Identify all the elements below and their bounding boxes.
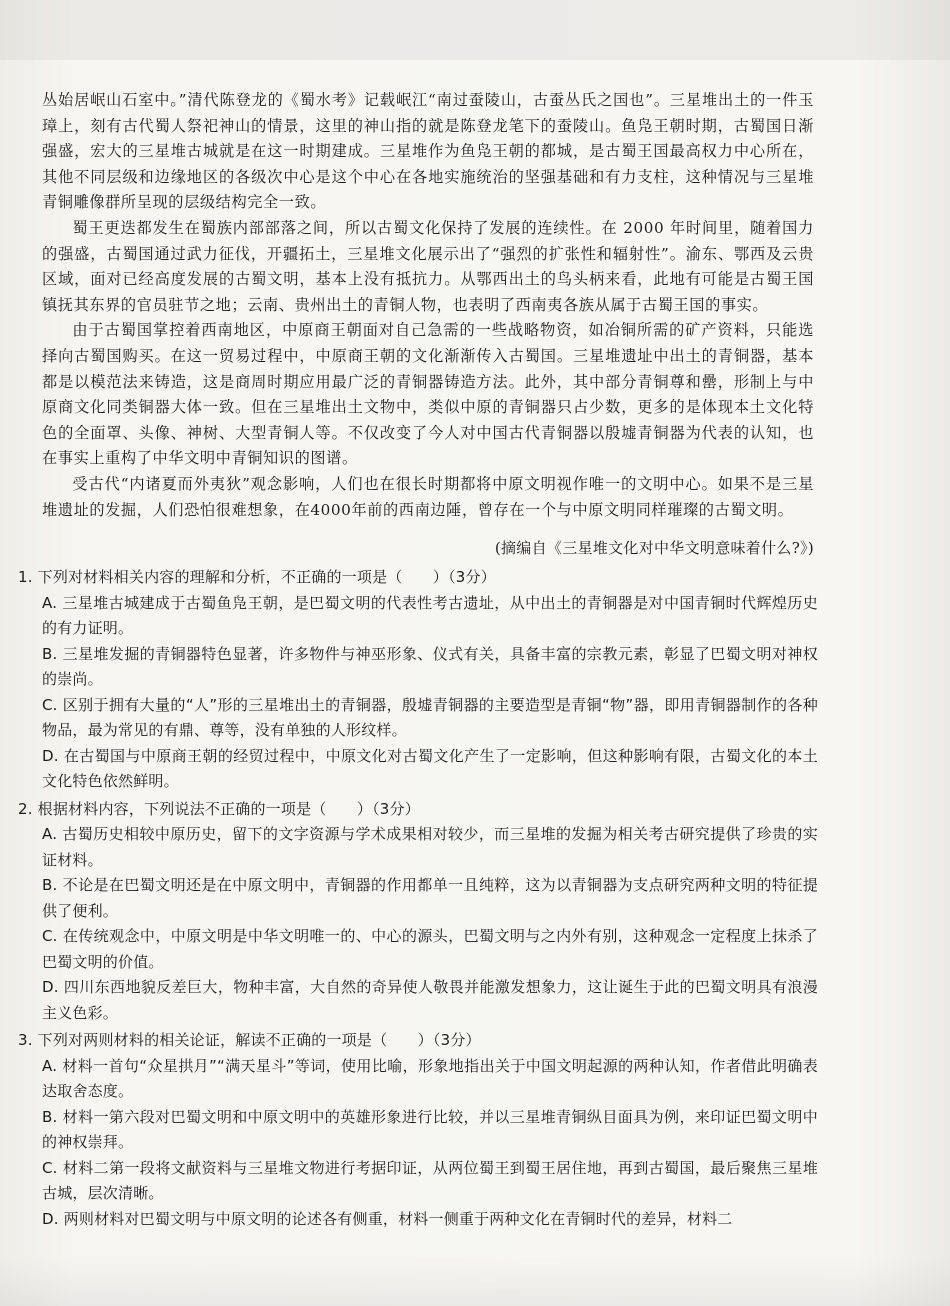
reading-passage — [42, 88, 814, 561]
passage-paragraph: 蜀王更迭都发生在蜀族内部部落之间，所以古蜀文化保持了发展的连续性。在 2000 年时间里，随着国力的强盛，古蜀国通过武力征伐，开疆拓土，三星堆文化展示出了“强烈的扩张性和辐射性”。渝东、鄂西及云贵区域，面对已经高度发展的古蜀文明，基本上没有抵抗力。从鄂西出土的鸟头柄来看，此地有可能是古蜀王国镇抚其东界的官员驻节之地；云南、贵州出土的青铜人物，也表明了西南夷各族从属于古蜀王国的事实。 — [42, 218, 814, 314]
scan-shadow-bottom — [0, 1256, 950, 1306]
scan-shadow-top — [0, 0, 950, 60]
page-content — [18, 88, 818, 1232]
option-b: B. 不论是在巴蜀文明还是在中原文明中，青铜器的作用都单一且纯粹，这为以青铜器为支点研究两种文明的特征提供了便利。 — [42, 876, 818, 920]
question-stem: 1. 下列对材料相关内容的理解和分析，不正确的一项是（ ）（3分） — [18, 568, 496, 587]
option-a: A. 古蜀历史相较中原历史，留下的文字资源与学术成果相对较少，而三星堆的发掘为相关考古研究提供了珍贵的实证材料。 — [42, 825, 818, 869]
passage-source: (摘编自《三星堆文化对中华文明意味着什么?》) — [494, 539, 814, 558]
option-d: D. 两则材料对巴蜀文明与中原文明的论述各有侧重，材料一侧重于两种文化在青铜时代的差异，材料二 — [42, 1209, 733, 1228]
option-c: C. 在传统观念中，中原文明是中华文明唯一的、中心的源头，巴蜀文明与之内外有别，这种观念一定程度上抹杀了巴蜀文明的价值。 — [42, 927, 818, 971]
option-d: D. 四川东西地貌反差巨大，物种丰富，大自然的奇异使人敬畏并能激发想象力，这让诞生于此的巴蜀文明具有浪漫主义色彩。 — [42, 978, 818, 1022]
option-d: D. 在古蜀国与中原商王朝的经贸过程中，中原文化对古蜀文化产生了一定影响，但这种影响有限，古蜀文化的本土文化特色依然鲜明。 — [42, 746, 818, 791]
question-list — [18, 565, 818, 1232]
option-c: C. 区别于拥有大量的“人”形的三星堆出土的青铜器，殷墟青铜器的主要造型是青铜“物”器，即用青铜器制作的各种物品，最为常见的有鼎、尊等，没有单独的人形纹样。 — [42, 695, 818, 740]
option-a: A. 材料一首句“众星拱月”“满天星斗”等词，使用比喻，形象地指出关于中国文明起源的两种认知，作者借此明确表达取舍态度。 — [42, 1056, 818, 1101]
passage-paragraph: 由于古蜀国掌控着西南地区，中原商王朝面对自己急需的一些战略物资，如冶铜所需的矿产资料，只能选择向古蜀国购买。在这一贸易过程中，中原商王朝的文化渐渐传入古蜀国。三星堆遗址中出土的青铜器，基本都是以模范法来铸造，这是商周时期应用最广泛的青铜器铸造方法。此外，其中部分青铜尊和罍，形制上与中原商文化同类铜器大体一致。但在三星堆出土文物中，类似中原的青铜器只占少数，更多的是体现本土文化特色的全面罩、头像、神树、大型青铜人等。不仅改变了今人对中国古代青铜器以殷墟青铜器为代表的认知，也在事实上重构了中华文明中青铜知识的图谱。 — [42, 321, 814, 468]
question-3 — [18, 1028, 818, 1232]
question-stem: 2. 根据材料内容，下列说法不正确的一项是（ ）（3分） — [18, 799, 420, 818]
passage-paragraph: 受古代“内诸夏而外夷狄”观念影响，人们也在很长时期都将中原文明视作唯一的文明中心。如果不是三星堆遗址的发掘，人们恐怕很难想象，在4000年前的西南边陲，曾存在一个与中原文明同样璀璨的古蜀文明。 — [42, 474, 814, 519]
option-b: B. 材料一第六段对巴蜀文明和中原文明中的英雄形象进行比较，并以三星堆青铜纵目面具为例，来印证巴蜀文明中的神权崇拜。 — [42, 1107, 818, 1152]
option-a: A. 三星堆古城建成于古蜀鱼凫王朝，是巴蜀文明的代表性考古遗址，从中出土的青铜器是对中国青铜时代辉煌历史的有力证明。 — [42, 593, 818, 638]
question-2 — [18, 797, 818, 1027]
option-c: C. 材料二第一段将文献资料与三星堆文物进行考据印证，从两位蜀王到蜀王居住地，再到古蜀国，最后聚焦三星堆古城，层次清晰。 — [42, 1158, 818, 1203]
question-stem: 3. 下列对两则材料的相关论证，解读不正确的一项是（ ）（3分） — [18, 1031, 481, 1050]
option-b: B. 三星堆发掘的青铜器特色显著，许多物件与神巫形象、仪式有关，具备丰富的宗教元素，彰显了巴蜀文明对神权的崇尚。 — [42, 644, 818, 689]
passage-paragraph: 丛始居岷山石室中。”清代陈登龙的《蜀水考》记载岷江“南过蚕陵山，古蚕丛氏之国也”。三星堆出土的一件玉璋上，刻有古代蜀人祭祀神山的情景，这里的神山指的就是陈登龙笔下的蚕陵山。鱼凫王朝时期，古蜀国日渐强盛，宏大的三星堆古城就是在这一时期建成。三星堆作为鱼凫王朝的都城，是古蜀王国最高权力中心所在，其他不同层级和边缘地区的各级次中心是这个中心在各地实施统治的坚强基础和有力支柱，这种情况与三星堆青铜雕像群所呈现的层级结构完全一致。 — [42, 91, 814, 212]
question-1 — [18, 565, 818, 795]
